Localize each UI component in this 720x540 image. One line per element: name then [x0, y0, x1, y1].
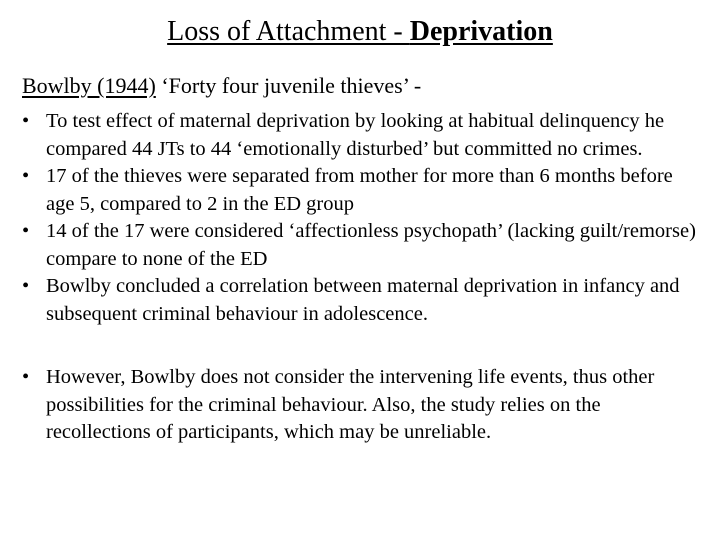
title-text: Loss of Attachment - [167, 16, 410, 47]
bullet-text: To test effect of maternal deprivation by looking at habitual delinquency he compared 44 JTs to 44 ‘emotionally disturbed’ but committed no crimes. [46, 110, 665, 160]
bullet-text: 14 of the 17 were considered ‘affectionless psychopath’ (lacking guilt/remorse) compare to none of the ED [46, 220, 696, 270]
title-emphasis: Deprivation [409, 16, 553, 47]
bullet-list [22, 108, 702, 447]
study-name: ‘Forty four juvenile thieves’ - [155, 73, 422, 98]
bullet-text: However, Bowlby does not consider the intervening life events, thus other possibilities for the criminal behaviour. Also, the study relies on the recollections of participants, which may be unreliable. [46, 366, 655, 443]
bullet-item [22, 163, 702, 218]
study-intro [22, 72, 421, 100]
study-reference: Bowlby (1944) [22, 73, 156, 98]
bullet-text: Bowlby concluded a correlation between maternal deprivation in infancy and subsequent criminal behaviour in adolescence. [46, 275, 680, 325]
bullet-item [22, 218, 702, 273]
bullet-item [22, 108, 702, 163]
bullet-icon: • [22, 165, 30, 187]
bullet-item-evaluation [22, 364, 702, 447]
bullet-item [22, 273, 702, 328]
bullet-icon: • [22, 366, 30, 388]
bullet-text: 17 of the thieves were separated from mother for more than 6 months before age 5, compared to 2 in the ED group [46, 165, 673, 215]
bullet-icon: • [22, 220, 30, 242]
slide-title [0, 14, 720, 50]
bullet-icon: • [22, 275, 30, 297]
bullet-icon: • [22, 110, 30, 132]
